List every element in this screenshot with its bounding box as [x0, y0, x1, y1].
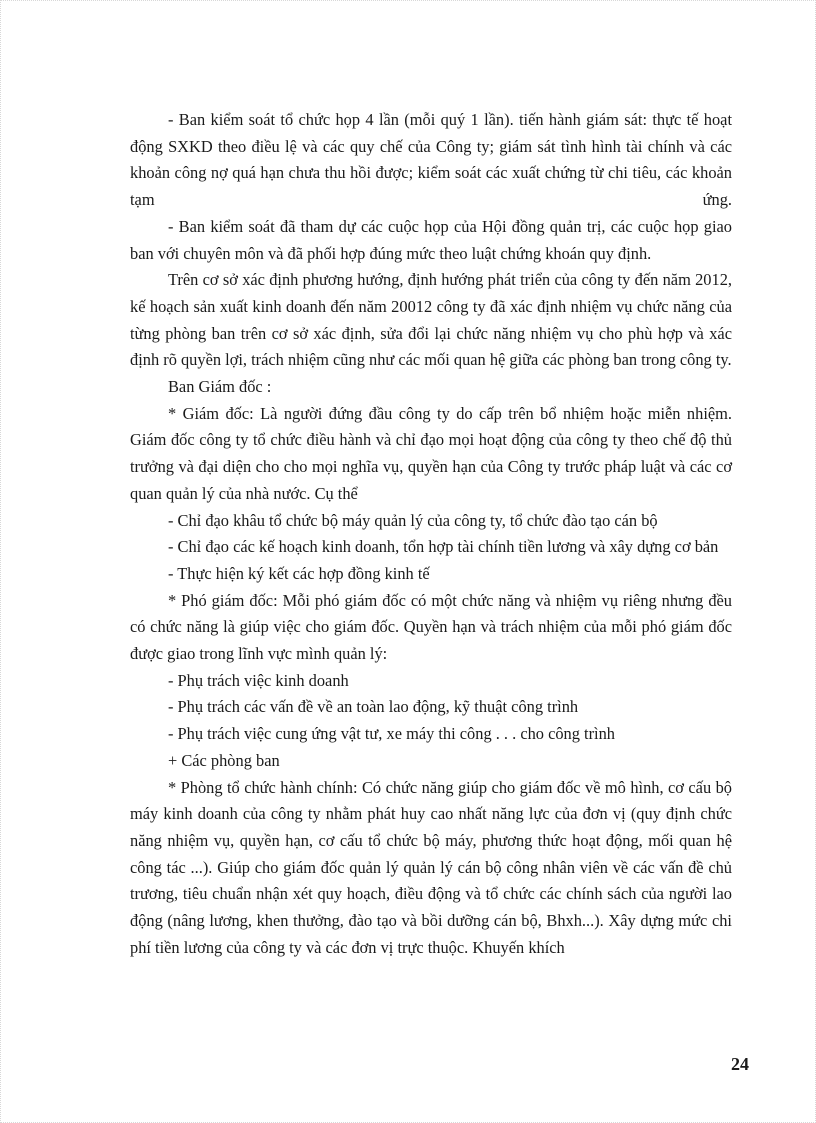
- paragraph-3: Trên cơ sở xác định phương hướng, định hướng phát triển của công ty đến năm 2012, kế hoạch sản xuất kinh doanh đến năm 20012 công ty đã xác định nhiệm vụ chức năng của từng phòng ban trên cơ sở xác định, sửa đổi lại chức năng nhiệm vụ cho phù hợp và xác định rõ quyền lợi, trách nhiệm cũng như các mối quan hệ giữa các phòng ban trong công ty.: [130, 270, 732, 370]
- paragraph-6: - Chỉ đạo khâu tổ chức bộ máy quản lý của công ty, tổ chức đào tạo cán bộ: [168, 510, 658, 530]
- page-number: 24: [731, 1054, 749, 1074]
- paragraph-13: + Các phòng ban: [168, 750, 280, 770]
- paragraph-9: * Phó giám đốc: Mỗi phó giám đốc có một chức năng và nhiệm vụ riêng nhưng đều có chức năng là giúp việc cho giám đốc. Quyền hạn và trách nhiệm của mỗi phó giám đốc được giao trong lĩnh vực mình quản lý:: [130, 590, 732, 664]
- paragraph-7: - Chỉ đạo các kế hoạch kinh doanh, tổn hợp tài chính tiền lương và xây dựng cơ bản: [168, 537, 719, 557]
- paragraph-14: * Phòng tổ chức hành chính: Có chức năng giúp cho giám đốc về mô hình, cơ cấu bộ máy kinh doanh của công ty nhằm phát huy cao nhất năng lực của đơn vị (quy định chức năng nhiệm vụ, quyền hạn, cơ cấu tổ chức bộ máy, phương thức hoạt động, mối quan hệ công tác ...). Giúp cho giám đốc quản lý quản lý cán bộ công nhân viên về các vấn đề chủ trương, tiêu chuẩn nhận xét quy hoạch, điều động và tổ chức các chính sách của người lao động (nâng lương, khen thưởng, đào tạo và bồi dưỡng cán bộ, Bhxh...). Xây dựng mức chi phí tiền lương của công ty và các đơn vị trực thuộc. Khuyến khích: [130, 777, 732, 957]
- paragraph-10: - Phụ trách việc kinh doanh: [168, 670, 349, 690]
- body-text: [130, 107, 732, 962]
- paragraph-5: * Giám đốc: Là người đứng đầu công ty do cấp trên bổ nhiệm hoặc miễn nhiệm. Giám đốc công ty tổ chức điều hành và chỉ đạo mọi hoạt động của công ty theo chế độ thủ trưởng và đại diện cho cho mọi nghĩa vụ, quyền hạn của Công ty trước pháp luật và các cơ quan quản lý của nhà nước. Cụ thể: [130, 403, 732, 503]
- paragraph-1: - Ban kiểm soát tổ chức họp 4 lần (mỗi quý 1 lần). tiến hành giám sát: thực tế hoạt động SXKD theo điều lệ và các quy chế của Công ty; giám sát tình hình tài chính và các khoản công nợ quá hạn chưa thu hồi được; kiểm soát các xuất chứng từ chi tiêu, các khoản tạm ứng.: [130, 110, 732, 210]
- paragraph-8: - Thực hiện ký kết các hợp đồng kinh tế: [168, 563, 430, 583]
- paragraph-4: Ban Giám đốc :: [168, 377, 272, 397]
- paragraph-11: - Phụ trách các vấn đề về an toàn lao động, kỹ thuật công trình: [168, 697, 579, 717]
- paragraph-2: - Ban kiểm soát đã tham dự các cuộc họp của Hội đồng quản trị, các cuộc họp giao ban với chuyên môn và đã phối hợp đúng mức theo luật chứng khoán quy định.: [130, 216, 732, 263]
- paragraph-12: - Phụ trách việc cung ứng vật tư, xe máy thi công . . . cho công trình: [168, 724, 616, 744]
